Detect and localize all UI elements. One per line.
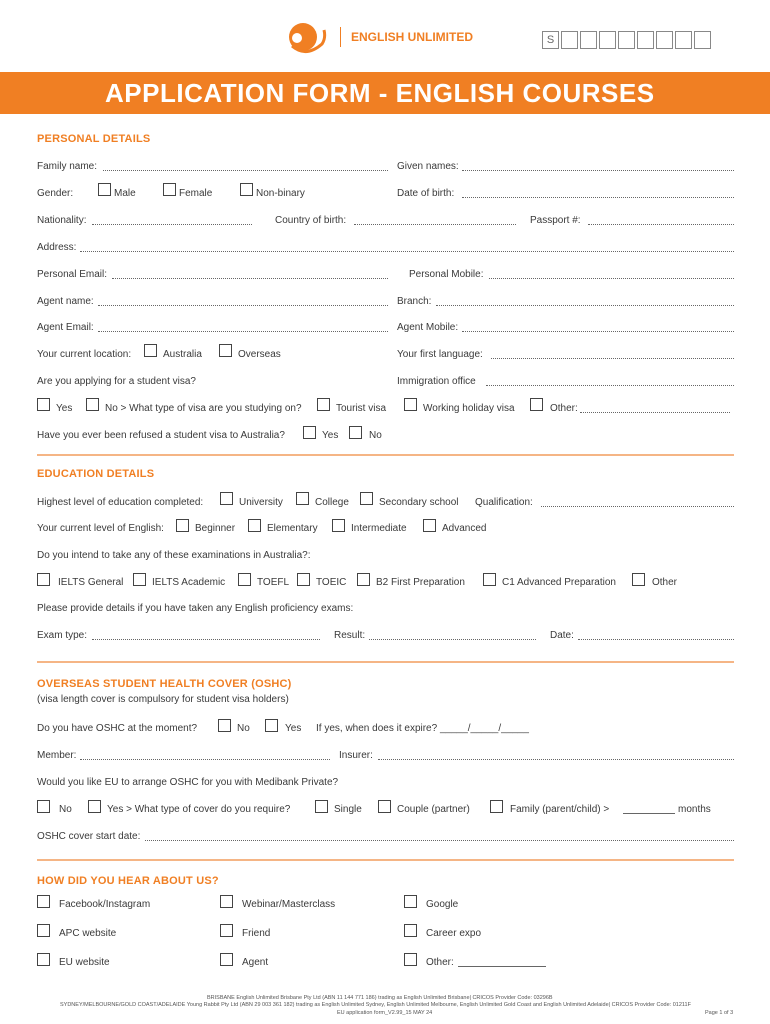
oshc-have-question: Do you have OSHC at the moment?	[37, 723, 198, 734]
refused-yes-label: Yes	[322, 430, 339, 441]
refused-yes-checkbox[interactable]	[303, 426, 316, 439]
footer-line-other-cities: SYDNEY/MELBOURNE/GOLD COAST/ADELAIDE Young Rabbit Pty Ltd (ABN 29 003 361 182) trading as English Unlimited Sydney, English Unlimited Melbourne, English Unlimited Gold Coast and English Unlimited Adelaide| CRICOS Provider Code: 01211F	[60, 1002, 691, 1008]
tourist-visa-checkbox[interactable]	[317, 398, 330, 411]
address-label: Address:	[37, 242, 77, 253]
intermediate-label: Intermediate	[351, 523, 407, 534]
hear-label-webinar: Webinar/Masterclass	[242, 899, 336, 910]
exam-checkbox-b2-first[interactable]	[357, 573, 370, 586]
agent-name-field[interactable]	[98, 305, 388, 306]
family-label: Family (parent/child) >	[510, 804, 610, 815]
member-label: Member:	[37, 750, 77, 761]
agent-mobile-label: Agent Mobile:	[397, 322, 459, 333]
hear-label-eu-website: EU website	[59, 957, 110, 968]
visa-no-checkbox[interactable]	[86, 398, 99, 411]
brand-name: ENGLISH UNLIMITED	[351, 30, 473, 44]
logo	[284, 18, 328, 56]
result-field[interactable]	[369, 639, 536, 640]
hear-other-field[interactable]	[458, 966, 546, 967]
section-divider	[37, 859, 734, 861]
tourist-visa-label: Tourist visa	[336, 403, 387, 414]
email-field[interactable]	[112, 278, 388, 279]
elementary-checkbox[interactable]	[248, 519, 261, 532]
exams-question: Do you intend to take any of these examinations in Australia?:	[37, 550, 311, 561]
hear-checkbox-facebook[interactable]	[37, 895, 50, 908]
oshc-expire-label: If yes, when does it expire? _____/_____/_____	[316, 723, 529, 734]
college-checkbox[interactable]	[296, 492, 309, 505]
qualification-label: Qualification:	[475, 497, 533, 508]
first-language-field[interactable]	[491, 358, 734, 359]
oshc-subheading: (visa length cover is compulsory for student visa holders)	[37, 694, 289, 705]
exam-checkbox-ielts-general[interactable]	[37, 573, 50, 586]
male-checkbox[interactable]	[98, 183, 111, 196]
oshc-start-label: OSHC cover start date:	[37, 831, 141, 842]
nationality-label: Nationality:	[37, 215, 87, 226]
hear-label-career-expo: Career expo	[426, 928, 482, 939]
student-id-box[interactable]	[637, 31, 654, 49]
section-divider	[37, 454, 734, 456]
oshc-start-field[interactable]	[145, 840, 734, 841]
dob-label: Date of birth:	[397, 188, 455, 199]
exam-label-c1-advanced: C1 Advanced Preparation	[502, 577, 616, 588]
nationality-field[interactable]	[92, 224, 252, 225]
student-id-box[interactable]	[599, 31, 616, 49]
visa-yes-label: Yes	[56, 403, 73, 414]
date-label: Date:	[550, 630, 574, 641]
highest-education-label: Highest level of education completed:	[37, 497, 204, 508]
intermediate-checkbox[interactable]	[332, 519, 345, 532]
footer-line-brisbane: BRISBANE English Unlimited Brisbane Pty Ltd (ABN 11 144 771 186) trading as English Unlimited Brisbane| CRICOS Provider Code: 03296B	[207, 995, 553, 1001]
arrange-no-label: No	[59, 804, 72, 815]
footer-version: EU application form_V2.99_15 MAY 24	[337, 1010, 433, 1016]
beginner-checkbox[interactable]	[176, 519, 189, 532]
refused-question: Have you ever been refused a student visa to Australia?	[37, 430, 285, 441]
couple-label: Couple (partner)	[397, 804, 470, 815]
couple-checkbox[interactable]	[378, 800, 391, 813]
visa-yes-checkbox[interactable]	[37, 398, 50, 411]
family-name-field[interactable]	[103, 170, 388, 171]
australia-checkbox[interactable]	[144, 344, 157, 357]
passport-label: Passport #:	[530, 215, 581, 226]
months-label: months	[678, 804, 711, 815]
student-visa-question: Are you applying for a student visa?	[37, 376, 196, 387]
agent-email-label: Agent Email:	[37, 322, 94, 333]
exam-label-toeic: TOEIC	[316, 577, 347, 588]
male-label: Male	[114, 188, 136, 199]
refused-no-checkbox[interactable]	[349, 426, 362, 439]
hear-label-other: Other:	[426, 957, 454, 968]
hear-checkbox-eu-website[interactable]	[37, 953, 50, 966]
oshc-no-label: No	[237, 723, 250, 734]
address-field[interactable]	[80, 251, 734, 252]
english-level-label: Your current level of English:	[37, 523, 164, 534]
hear-label-friend: Friend	[242, 928, 271, 939]
mobile-label: Personal Mobile:	[409, 269, 484, 280]
dob-field[interactable]	[462, 197, 734, 198]
female-label: Female	[179, 188, 213, 199]
mobile-field[interactable]	[489, 278, 734, 279]
hear-checkbox-other[interactable]	[404, 953, 417, 966]
arrange-yes-label: Yes > What type of cover do you require?	[107, 804, 291, 815]
given-names-field[interactable]	[462, 170, 734, 171]
secondary-label: Secondary school	[379, 497, 459, 508]
branch-field[interactable]	[436, 305, 734, 306]
exam-label-other: Other	[652, 577, 678, 588]
single-checkbox[interactable]	[315, 800, 328, 813]
family-name-label: Family name:	[37, 161, 98, 172]
overseas-checkbox[interactable]	[219, 344, 232, 357]
current-location-label: Your current location:	[37, 349, 132, 360]
student-id-box[interactable]	[618, 31, 635, 49]
immigration-label: Immigration office	[397, 376, 476, 387]
university-checkbox[interactable]	[220, 492, 233, 505]
exam-details-question: Please provide details if you have taken any English proficiency exams:	[37, 603, 354, 614]
branch-label: Branch:	[397, 296, 432, 307]
exam-label-ielts-general: IELTS General	[58, 577, 124, 588]
visa-no-label: No > What type of visa are you studying on?	[105, 403, 302, 414]
given-names-label: Given names:	[397, 161, 459, 172]
family-checkbox[interactable]	[490, 800, 503, 813]
secondary-checkbox[interactable]	[360, 492, 373, 505]
exam-type-field[interactable]	[92, 639, 320, 640]
gender-label: Gender:	[37, 188, 74, 199]
elementary-label: Elementary	[267, 523, 318, 534]
email-label: Personal Email:	[37, 269, 108, 280]
hear-checkbox-webinar[interactable]	[220, 895, 233, 908]
student-id-box[interactable]	[580, 31, 597, 49]
country-birth-field[interactable]	[354, 224, 516, 225]
hear-label-facebook: Facebook/Instagram	[59, 899, 151, 910]
exam-checkbox-toefl[interactable]	[238, 573, 251, 586]
refused-no-label: No	[369, 430, 382, 441]
section-heading-oshc: OVERSEAS STUDENT HEALTH COVER (OSHC)	[37, 678, 292, 690]
oshc-yes-label: Yes	[285, 723, 302, 734]
member-field[interactable]	[80, 759, 330, 760]
country-birth-label: Country of birth:	[275, 215, 347, 226]
section-heading-hear: HOW DID YOU HEAR ABOUT US?	[37, 875, 219, 887]
hear-label-google: Google	[426, 899, 459, 910]
visa-other-field[interactable]	[580, 412, 730, 413]
arrange-yes-checkbox[interactable]	[88, 800, 101, 813]
oshc-arrange-question: Would you like EU to arrange OSHC for you with Medibank Private?	[37, 777, 339, 788]
university-label: University	[239, 497, 283, 508]
oshc-no-checkbox[interactable]	[218, 719, 231, 732]
exam-type-label: Exam type:	[37, 630, 88, 641]
exam-checkbox-other[interactable]	[632, 573, 645, 586]
visa-other-checkbox[interactable]	[530, 398, 543, 411]
australia-label: Australia	[163, 349, 202, 360]
qualification-field[interactable]	[541, 506, 734, 507]
hear-checkbox-career-expo[interactable]	[404, 924, 417, 937]
single-label: Single	[334, 804, 362, 815]
student-id-prefix: S	[542, 31, 559, 49]
immigration-field[interactable]	[486, 385, 734, 386]
student-id-box[interactable]	[561, 31, 578, 49]
college-label: College	[315, 497, 349, 508]
advanced-checkbox[interactable]	[423, 519, 436, 532]
agent-mobile-field[interactable]	[462, 331, 734, 332]
section-heading-personal: PERSONAL DETAILS	[37, 133, 151, 145]
student-id-box[interactable]	[675, 31, 692, 49]
hear-label-agent: Agent	[242, 957, 269, 968]
hear-checkbox-apc[interactable]	[37, 924, 50, 937]
working-holiday-label: Working holiday visa	[423, 403, 515, 414]
exam-checkbox-c1-advanced[interactable]	[483, 573, 496, 586]
non-binary-checkbox[interactable]	[240, 183, 253, 196]
page-title: APPLICATION FORM - ENGLISH COURSES	[105, 78, 655, 108]
visa-other-label: Other:	[550, 403, 578, 414]
first-language-label: Your first language:	[397, 349, 483, 360]
result-label: Result:	[334, 630, 366, 641]
section-divider	[37, 661, 734, 663]
female-checkbox[interactable]	[163, 183, 176, 196]
arrange-no-checkbox[interactable]	[37, 800, 50, 813]
overseas-label: Overseas	[238, 349, 281, 360]
insurer-field[interactable]	[378, 759, 734, 760]
oshc-yes-checkbox[interactable]	[265, 719, 278, 732]
working-holiday-checkbox[interactable]	[404, 398, 417, 411]
beginner-label: Beginner	[195, 523, 236, 534]
passport-field[interactable]	[588, 224, 734, 225]
hear-checkbox-friend[interactable]	[220, 924, 233, 937]
footer-page-number: Page 1 of 3	[705, 1010, 734, 1016]
section-heading-education: EDUCATION DETAILS	[37, 468, 155, 480]
student-id-box[interactable]	[694, 31, 711, 49]
student-id-box[interactable]	[656, 31, 673, 49]
agent-email-field[interactable]	[98, 331, 388, 332]
exam-label-ielts-academic: IELTS Academic	[152, 577, 226, 588]
exam-checkbox-toeic[interactable]	[297, 573, 310, 586]
logo-divider	[340, 27, 341, 47]
non-binary-label: Non-binary	[256, 188, 305, 199]
exam-checkbox-ielts-academic[interactable]	[133, 573, 146, 586]
date-field[interactable]	[578, 639, 734, 640]
insurer-label: Insurer:	[339, 750, 373, 761]
months-field[interactable]	[623, 813, 675, 814]
agent-name-label: Agent name:	[37, 296, 94, 307]
logo-icon	[284, 18, 328, 56]
exam-label-b2-first: B2 First Preparation	[376, 577, 465, 588]
hear-label-apc: APC website	[59, 928, 117, 939]
hear-checkbox-agent[interactable]	[220, 953, 233, 966]
hear-checkbox-google[interactable]	[404, 895, 417, 908]
advanced-label: Advanced	[442, 523, 487, 534]
exam-label-toefl: TOEFL	[257, 577, 290, 588]
